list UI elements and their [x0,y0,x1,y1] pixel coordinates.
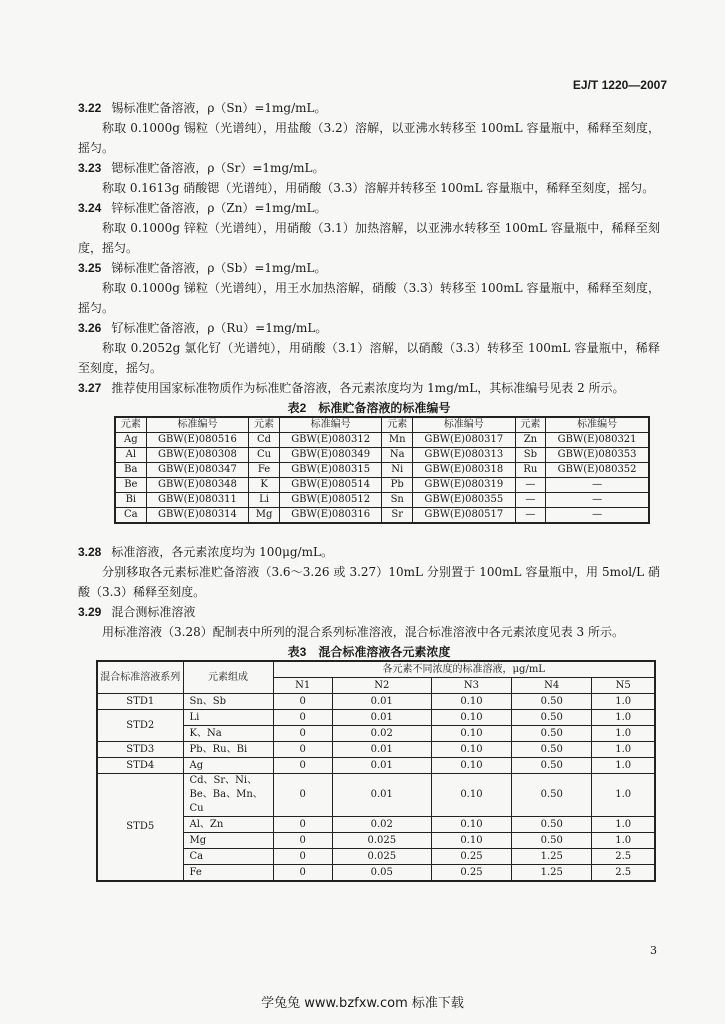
table3-value-cell: 2.5 [592,849,655,865]
sections-part-b [78,542,660,642]
table2-cell: GBW(E)080311 [146,493,249,508]
table2-cell: GBW(E)080321 [546,433,649,448]
table2-cell: — [546,493,649,508]
table2-cell: GBW(E)080512 [279,493,382,508]
footer-watermark: 学兔兔 www.bzfxw.com 标准下载 [261,996,464,1011]
table3-value-cell: 1.0 [592,742,655,758]
table-row [115,463,649,478]
table3-value-cell: 0.01 [332,710,431,726]
table3-value-cell: 0.10 [431,742,511,758]
section-title: 标准溶液，各元素浓度均为 100μg/mL。 [111,545,333,559]
table2-cell: Ag [115,433,146,448]
table2-cell: GBW(E)080316 [279,508,382,524]
table2-cell: Bi [115,493,146,508]
page-number: 3 [650,944,657,957]
table3 [96,660,656,882]
section-heading [78,158,660,178]
section-number: 3.23 [78,161,102,175]
table2 [114,416,650,524]
table3-elements-cell: Ca [183,849,273,865]
section-number: 3.26 [78,321,102,335]
table2-cell: Cu [249,448,280,463]
table3-value-cell: 0.01 [332,774,431,817]
table2-cell: Ba [115,463,146,478]
table3-value-cell: 0.25 [431,849,511,865]
section-body: 称取 0.1613g 硝酸锶（光谱纯），用硝酸（3.3）溶解并转移至 100mL 容量瓶中，稀释至刻度，摇匀。 [102,181,655,195]
section-title: 锶标准贮备溶液，ρ（Sr）=1mg/mL。 [111,161,325,175]
table2-header-cell: 标准编号 [146,417,249,433]
table3-elements-cell: Mg [183,833,273,849]
table3-value-cell: 0 [273,758,332,774]
table-row [115,493,649,508]
section-body: 分别移取各元素标准贮备溶液（3.6～3.26 或 3.27）10mL 分别置于 100mL 容量瓶中，用 5mol/L 硝酸（3.3）稀释至刻度。 [78,565,660,599]
section-body: 称取 0.2052g 氯化钌（光谱纯），用硝酸（3.1）溶解，以硝酸（3.3）转移至 100mL 容量瓶中，稀释至刻度，摇匀。 [78,341,660,375]
table2-cell: GBW(E)080355 [413,493,516,508]
table3-value-cell: 0.50 [512,833,592,849]
table2-cell: — [515,493,546,508]
table3-value-cell: 0.10 [431,833,511,849]
section-heading [78,542,660,562]
table2-cell: Fe [249,463,280,478]
section-body: 称取 0.1000g 锑粒（光谱纯），用王水加热溶解，硝酸（3.3）转移至 100mL 容量瓶中，稀释至刻度，摇匀。 [78,281,660,315]
table3-value-cell: 0 [273,694,332,710]
table3-value-cell: 0.10 [431,758,511,774]
table2-cell: GBW(E)080314 [146,508,249,524]
table2-header-cell: 元素 [115,417,146,433]
table2-header-row [115,417,649,433]
table-row [97,710,655,726]
table2-cell: Ni [382,463,413,478]
table2-cell: GBW(E)080308 [146,448,249,463]
table2-cell: GBW(E)080349 [279,448,382,463]
table3-value-cell: 0.50 [512,758,592,774]
table3-level-header: N4 [512,678,592,694]
table3-value-cell: 0.02 [332,726,431,742]
section-heading [78,258,660,278]
table-row [115,448,649,463]
table3-value-cell: 1.25 [512,865,592,882]
table2-cell: — [546,508,649,524]
table3-value-cell: 0 [273,817,332,833]
table3-value-cell: 0.01 [332,742,431,758]
table2-cell: GBW(E)080517 [413,508,516,524]
table3-value-cell: 1.0 [592,710,655,726]
table3-value-cell: 0.50 [512,726,592,742]
table2-cell: GBW(E)080514 [279,478,382,493]
standard-number: EJ/T 1220—2007 [572,78,667,92]
section-number: 3.25 [78,261,102,275]
table2-header-cell: 标准编号 [279,417,382,433]
table2-cell: GBW(E)080353 [546,448,649,463]
table2-header-cell: 标准编号 [413,417,516,433]
table2-cell: — [546,478,649,493]
section-heading [78,98,660,118]
table3-value-cell: 0.50 [512,694,592,710]
section-number: 3.24 [78,201,102,215]
table-row [115,433,649,448]
table3-caption: 表3 混合标准溶液各元素浓度 [287,645,451,659]
table2-cell: GBW(E)080319 [413,478,516,493]
section-heading [78,602,660,622]
table3-value-cell: 0 [273,865,332,882]
table3-value-cell: 0.05 [332,865,431,882]
table2-cell: Ca [115,508,146,524]
table2-cell: Li [249,493,280,508]
table3-value-cell: 0 [273,726,332,742]
section-body: 称取 0.1000g 锌粒（光谱纯），用硝酸（3.1）加热溶解，以亚沸水转移至 100mL 容量瓶中，稀释至刻度，摇匀。 [78,221,660,255]
table3-header-elements: 元素组成 [183,661,273,694]
section-body: 称取 0.1000g 锡粒（光谱纯），用盐酸（3.2）溶解，以亚沸水转移至 100mL 容量瓶中，稀释至刻度，摇匀。 [78,121,660,155]
table3-value-cell: 0.10 [431,726,511,742]
table3-level-header: N1 [273,678,332,694]
table3-value-cell: 0 [273,774,332,817]
table2-header-cell: 元素 [515,417,546,433]
table3-value-cell: 1.0 [592,758,655,774]
section-number: 3.22 [78,101,102,115]
table2-cell: K [249,478,280,493]
table-row [97,694,655,710]
table2-cell: GBW(E)080348 [146,478,249,493]
table3-series-cell: STD1 [97,694,183,710]
table3-elements-cell: Ag [183,758,273,774]
table2-cell: Al [115,448,146,463]
table3-series-cell: STD4 [97,758,183,774]
table3-value-cell: 0.10 [431,694,511,710]
table3-elements-cell: Pb、Ru、Bi [183,742,273,758]
table3-value-cell: 1.0 [592,817,655,833]
table3-series-cell: STD3 [97,742,183,758]
table3-value-cell: 0 [273,849,332,865]
table-row [115,508,649,524]
table2-cell: Sr [382,508,413,524]
table3-value-cell: 0.25 [431,865,511,882]
section-title: 混合测标准溶液 [111,605,196,619]
table2-cell: GBW(E)080315 [279,463,382,478]
sections-part-a [78,98,660,398]
section-title: 钌标准贮备溶液，ρ（Ru）=1mg/mL。 [111,321,328,335]
table3-level-header: N2 [332,678,431,694]
table2-cell: GBW(E)080312 [279,433,382,448]
section-title: 推荐使用国家标准物质作为标准贮备溶液，各元素浓度均为 1mg/mL，其标准编号见表 2 所示。 [111,381,625,395]
table2-header-cell: 标准编号 [546,417,649,433]
table3-value-cell: 0 [273,710,332,726]
table2-cell: Zn [515,433,546,448]
table3-value-cell: 0.025 [332,833,431,849]
table3-elements-cell: Al、Zn [183,817,273,833]
table2-cell: GBW(E)080516 [146,433,249,448]
table3-value-cell: 0.10 [431,774,511,817]
table2-cell: Pb [382,478,413,493]
table3-value-cell: 0.50 [512,817,592,833]
table3-series-cell: STD2 [97,710,183,742]
table3-header-series: 混合标准溶液系列 [97,661,183,694]
table3-value-cell: 0.50 [512,710,592,726]
table2-cell: Mn [382,433,413,448]
table2-cell: — [515,478,546,493]
table3-elements-cell: Li [183,710,273,726]
table3-value-cell: 0.50 [512,774,592,817]
section-title: 锡标准贮备溶液，ρ（Sn）=1mg/mL。 [111,101,327,115]
table2-header-cell: 元素 [382,417,413,433]
section-heading [78,318,660,338]
document-body [78,98,660,882]
table3-elements-cell: Cd、Sr、Ni、Be、Ba、Mn、Cu [183,774,273,817]
section-body: 用标准溶液（3.28）配制表中所列的混合系列标准溶液，混合标准溶液中各元素浓度见表 3 所示。 [102,625,624,639]
table-row [97,742,655,758]
table2-cell: GBW(E)080347 [146,463,249,478]
table3-value-cell: 2.5 [592,865,655,882]
table2-cell: GBW(E)080317 [413,433,516,448]
table3-value-cell: 0.02 [332,817,431,833]
section-heading [78,378,660,398]
section-number: 3.28 [78,545,102,559]
table2-cell: Mg [249,508,280,524]
table3-value-cell: 0 [273,833,332,849]
section-heading [78,198,660,218]
table3-value-cell: 1.0 [592,774,655,817]
table3-header-row-1 [97,661,655,678]
table3-value-cell: 1.0 [592,833,655,849]
table3-value-cell: 0.025 [332,849,431,865]
table2-cell: Sb [515,448,546,463]
table3-value-cell: 1.25 [512,849,592,865]
table2-cell: GBW(E)080318 [413,463,516,478]
table3-level-header: N5 [592,678,655,694]
section-number: 3.27 [78,381,102,395]
table3-header-concentration: 各元素不同浓度的标准溶液，μg/mL [273,661,655,678]
table3-level-header: N3 [431,678,511,694]
table3-value-cell: 1.0 [592,726,655,742]
table3-series-cell: STD5 [97,774,183,882]
table3-value-cell: 1.0 [592,694,655,710]
table2-cell: GBW(E)080352 [546,463,649,478]
table-row [97,758,655,774]
table3-elements-cell: Fe [183,865,273,882]
table2-cell: Be [115,478,146,493]
table3-elements-cell: Sn、Sb [183,694,273,710]
table2-caption: 表2 标准贮备溶液的标准编号 [287,401,451,415]
table2-cell: Cd [249,433,280,448]
table2-cell: Ru [515,463,546,478]
table3-value-cell: 0 [273,742,332,758]
table2-header-cell: 元素 [249,417,280,433]
table2-cell: Na [382,448,413,463]
table2-cell: GBW(E)080313 [413,448,516,463]
table3-value-cell: 0.10 [431,817,511,833]
section-title: 锌标准贮备溶液，ρ（Zn）=1mg/mL。 [111,201,327,215]
table3-value-cell: 0.50 [512,742,592,758]
table2-cell: Sn [382,493,413,508]
table3-value-cell: 0.10 [431,710,511,726]
table-row [97,774,655,817]
section-number: 3.29 [78,605,102,619]
table3-elements-cell: K、Na [183,726,273,742]
table3-value-cell: 0.01 [332,694,431,710]
table-row [115,478,649,493]
section-title: 锑标准贮备溶液，ρ（Sb）=1mg/mL。 [111,261,327,275]
table2-cell: — [515,508,546,524]
table3-value-cell: 0.01 [332,758,431,774]
